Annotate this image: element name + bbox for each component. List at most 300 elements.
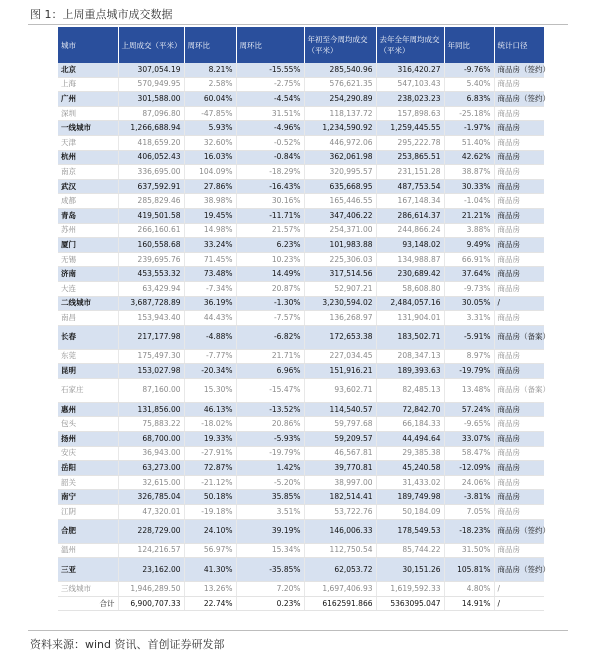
cell-yoy: 5.40% [444, 77, 494, 92]
table-row [58, 325, 544, 349]
cell-last-week: 153,943.40 [118, 311, 184, 326]
table-row [58, 77, 544, 92]
cell-wow: 38.98% [184, 194, 236, 209]
cell-scope: 商品房（签约） [494, 558, 544, 582]
cell-last-week: 239,695.76 [118, 252, 184, 267]
cell-ytd-avg: 3,230,594.02 [304, 296, 376, 311]
cell-scope: 商品房 [494, 252, 544, 267]
cell-city: 扬州 [58, 432, 118, 447]
cell-last-year-avg: 244,866.24 [376, 223, 444, 238]
cell-last-year-avg: 253,865.51 [376, 150, 444, 165]
cell-wow-2: -1.30% [236, 296, 304, 311]
cell-yoy: 58.47% [444, 446, 494, 461]
cell-city: 江阴 [58, 505, 118, 520]
cell-scope: 商品房 [494, 490, 544, 505]
cell-yoy: 8.97% [444, 349, 494, 364]
cell-last-year-avg: 286,614.37 [376, 208, 444, 223]
cell-last-year-avg: 189,393.63 [376, 364, 444, 379]
cell-scope: 商品房 [494, 505, 544, 520]
cell-city: 包头 [58, 417, 118, 432]
cell-wow: 50.18% [184, 490, 236, 505]
cell-city: 昆明 [58, 364, 118, 379]
cell-last-year-avg: 183,502.71 [376, 325, 444, 349]
table-row [58, 446, 544, 461]
cell-scope: 商品房（签约） [494, 63, 544, 77]
cell-wow: -7.34% [184, 281, 236, 296]
cell-ytd-avg: 114,540.57 [304, 402, 376, 417]
cell-last-week: 301,588.00 [118, 92, 184, 107]
cell-scope: 商品房 [494, 364, 544, 379]
cell-wow: 14.98% [184, 223, 236, 238]
cell-city: 长春 [58, 325, 118, 349]
cell-yoy: 3.88% [444, 223, 494, 238]
cell-wow: 22.74% [184, 596, 236, 611]
cell-yoy: 38.87% [444, 165, 494, 180]
cell-yoy: 21.21% [444, 208, 494, 223]
table-row [58, 543, 544, 558]
cell-scope: 商品房 [494, 106, 544, 121]
cell-yoy: -19.79% [444, 364, 494, 379]
cell-scope: / [494, 582, 544, 597]
cell-city: 厦门 [58, 238, 118, 253]
header-row [58, 27, 544, 63]
cell-wow: -7.77% [184, 349, 236, 364]
cell-wow: -18.02% [184, 417, 236, 432]
cell-city: 苏州 [58, 223, 118, 238]
table-row [58, 106, 544, 121]
cell-city: 武汉 [58, 179, 118, 194]
cell-yoy: 57.24% [444, 402, 494, 417]
table-row [58, 267, 544, 282]
cell-last-year-avg: 2,484,057.16 [376, 296, 444, 311]
table-row [58, 165, 544, 180]
table-row [58, 223, 544, 238]
cell-wow: 8.21% [184, 63, 236, 77]
cell-city: 成都 [58, 194, 118, 209]
col-header-ytd-avg: 年初至今周均成交（平米） [304, 27, 376, 63]
cell-ytd-avg: 39,770.81 [304, 461, 376, 476]
cell-yoy: -9.76% [444, 63, 494, 77]
cell-wow-2: 30.16% [236, 194, 304, 209]
cell-wow-2: -4.96% [236, 121, 304, 136]
cell-scope: 商品房（备案） [494, 325, 544, 349]
table-body [58, 63, 550, 611]
cell-yoy: -9.73% [444, 281, 494, 296]
cell-yoy: 105.81% [444, 558, 494, 582]
cell-wow-2: 14.49% [236, 267, 304, 282]
cell-last-week: 36,943.00 [118, 446, 184, 461]
table-row [58, 519, 544, 543]
cell-last-year-avg: 295,222.78 [376, 135, 444, 150]
cell-last-week: 63,429.94 [118, 281, 184, 296]
cell-city: 南宁 [58, 490, 118, 505]
cell-ytd-avg: 254,371.00 [304, 223, 376, 238]
col-header-wow: 周环比 [184, 27, 236, 63]
cell-scope: 商品房 [494, 135, 544, 150]
cell-last-week: 6,900,707.33 [118, 596, 184, 611]
cell-scope: 商品房（签约） [494, 92, 544, 107]
cell-wow: 44.43% [184, 311, 236, 326]
cell-wow-2: 3.51% [236, 505, 304, 520]
cell-yoy: -9.65% [444, 417, 494, 432]
cell-last-year-avg: 31,433.02 [376, 475, 444, 490]
cell-scope: 商品房 [494, 208, 544, 223]
cell-ytd-avg: 1,234,590.92 [304, 121, 376, 136]
table-row [58, 135, 544, 150]
cell-last-year-avg: 29,385.38 [376, 446, 444, 461]
cell-last-week: 453,553.32 [118, 267, 184, 282]
cell-last-week: 637,592.91 [118, 179, 184, 194]
table-row [58, 63, 544, 77]
cell-wow: 56.97% [184, 543, 236, 558]
cell-ytd-avg: 52,907.21 [304, 281, 376, 296]
table-row [58, 505, 544, 520]
cell-scope: 商品房 [494, 432, 544, 447]
cell-yoy: 14.91% [444, 596, 494, 611]
table-row [58, 596, 544, 611]
cell-last-week: 228,729.00 [118, 519, 184, 543]
cell-ytd-avg: 101,983.88 [304, 238, 376, 253]
cell-last-year-avg: 72,842.70 [376, 402, 444, 417]
cell-wow-2: -0.52% [236, 135, 304, 150]
cell-scope: 商品房 [494, 402, 544, 417]
cell-last-year-avg: 5363095.047 [376, 596, 444, 611]
cell-scope: / [494, 596, 544, 611]
cell-wow-2: -15.55% [236, 63, 304, 77]
cell-scope: 商品房 [494, 267, 544, 282]
cell-wow: 73.48% [184, 267, 236, 282]
cell-wow: 36.19% [184, 296, 236, 311]
cell-last-week: 68,700.00 [118, 432, 184, 447]
top-divider [28, 24, 568, 25]
cell-wow-2: 15.34% [236, 543, 304, 558]
cell-yoy: -12.09% [444, 461, 494, 476]
cell-city: 东莞 [58, 349, 118, 364]
table-row [58, 364, 544, 379]
cell-city: 合计 [58, 596, 118, 611]
cell-last-week: 266,160.61 [118, 223, 184, 238]
col-header-last-year-avg: 去年全年周均成交（平米） [376, 27, 444, 63]
cell-city: 韶关 [58, 475, 118, 490]
cell-last-week: 47,320.01 [118, 505, 184, 520]
cell-last-year-avg: 189,749.98 [376, 490, 444, 505]
table-row [58, 311, 544, 326]
cell-wow-2: -2.75% [236, 77, 304, 92]
cell-city: 一线城市 [58, 121, 118, 136]
cell-city: 石家庄 [58, 378, 118, 402]
cell-last-year-avg: 316,420.27 [376, 63, 444, 77]
table-row [58, 349, 544, 364]
cell-wow: -21.12% [184, 475, 236, 490]
cell-wow: 41.30% [184, 558, 236, 582]
table-row [58, 417, 544, 432]
cell-city: 杭州 [58, 150, 118, 165]
cell-ytd-avg: 172,653.38 [304, 325, 376, 349]
cell-yoy: 51.40% [444, 135, 494, 150]
cell-last-year-avg: 30,151.26 [376, 558, 444, 582]
cell-wow-2: 21.71% [236, 349, 304, 364]
cell-scope: 商品房 [494, 223, 544, 238]
cell-wow-2: -13.52% [236, 402, 304, 417]
cell-scope: 商品房 [494, 165, 544, 180]
cell-last-week: 63,273.00 [118, 461, 184, 476]
cell-wow: 5.93% [184, 121, 236, 136]
cell-wow: -27.91% [184, 446, 236, 461]
cell-last-year-avg: 85,744.22 [376, 543, 444, 558]
table-row [58, 378, 544, 402]
cell-city: 二线城市 [58, 296, 118, 311]
cell-wow: 71.45% [184, 252, 236, 267]
cell-wow-2: 39.19% [236, 519, 304, 543]
source-note: 资料来源：wind 资讯、首创证券研发部 [30, 638, 225, 651]
col-header-yoy: 年同比 [444, 27, 494, 63]
cell-last-week: 570,949.95 [118, 77, 184, 92]
cell-scope: 商品房 [494, 281, 544, 296]
cell-wow-2: 6.23% [236, 238, 304, 253]
cell-last-year-avg: 93,148.02 [376, 238, 444, 253]
cell-wow: 19.45% [184, 208, 236, 223]
cell-scope: 商品房 [494, 417, 544, 432]
cell-last-year-avg: 44,494.64 [376, 432, 444, 447]
cell-wow-2: -6.82% [236, 325, 304, 349]
cell-scope: 商品房 [494, 446, 544, 461]
cell-ytd-avg: 146,006.33 [304, 519, 376, 543]
cell-wow-2: -5.93% [236, 432, 304, 447]
cell-ytd-avg: 362,061.98 [304, 150, 376, 165]
cell-scope: 商品房 [494, 461, 544, 476]
cell-wow: 32.60% [184, 135, 236, 150]
cell-wow-2: -18.29% [236, 165, 304, 180]
cell-last-week: 3,687,728.89 [118, 296, 184, 311]
table-row [58, 121, 544, 136]
cell-last-week: 217,177.98 [118, 325, 184, 349]
cell-scope: 商品房 [494, 543, 544, 558]
cell-city: 上海 [58, 77, 118, 92]
table-row [58, 475, 544, 490]
cell-wow-2: -5.20% [236, 475, 304, 490]
cell-last-week: 160,558.68 [118, 238, 184, 253]
cell-wow: 2.58% [184, 77, 236, 92]
cell-wow: 104.09% [184, 165, 236, 180]
cell-ytd-avg: 285,540.96 [304, 63, 376, 77]
cell-wow-2: 1.42% [236, 461, 304, 476]
cell-yoy: 42.62% [444, 150, 494, 165]
cell-yoy: 24.06% [444, 475, 494, 490]
cell-ytd-avg: 182,514.41 [304, 490, 376, 505]
cell-wow: -47.85% [184, 106, 236, 121]
cell-last-year-avg: 167,148.34 [376, 194, 444, 209]
cell-ytd-avg: 46,567.81 [304, 446, 376, 461]
table-row [58, 490, 544, 505]
cell-city: 深圳 [58, 106, 118, 121]
table-row [58, 281, 544, 296]
cell-last-year-avg: 178,549.53 [376, 519, 444, 543]
cell-ytd-avg: 62,053.72 [304, 558, 376, 582]
cell-wow-2: -19.79% [236, 446, 304, 461]
cell-yoy: 13.48% [444, 378, 494, 402]
cell-last-week: 285,829.46 [118, 194, 184, 209]
table-row [58, 252, 544, 267]
cell-scope: 商品房 [494, 150, 544, 165]
table-row [58, 582, 544, 597]
cell-scope: 商品房 [494, 349, 544, 364]
cell-last-week: 406,052.43 [118, 150, 184, 165]
cell-ytd-avg: 317,514.56 [304, 267, 376, 282]
cell-wow-2: 20.86% [236, 417, 304, 432]
cell-scope: / [494, 296, 544, 311]
cell-last-year-avg: 1,259,445.55 [376, 121, 444, 136]
cell-yoy: 4.80% [444, 582, 494, 597]
cell-last-week: 418,659.20 [118, 135, 184, 150]
cell-scope: 商品房（备案） [494, 378, 544, 402]
cell-last-week: 23,162.00 [118, 558, 184, 582]
table-row [58, 461, 544, 476]
cell-yoy: 37.64% [444, 267, 494, 282]
cell-last-week: 153,027.98 [118, 364, 184, 379]
cell-yoy: -3.81% [444, 490, 494, 505]
cell-wow: 27.86% [184, 179, 236, 194]
cell-yoy: 30.05% [444, 296, 494, 311]
cell-wow-2: 7.20% [236, 582, 304, 597]
table-row [58, 432, 544, 447]
cell-scope: 商品房 [494, 179, 544, 194]
cell-yoy: 33.07% [444, 432, 494, 447]
cell-last-year-avg: 58,608.80 [376, 281, 444, 296]
cell-scope: 商品房 [494, 194, 544, 209]
city-transaction-table [58, 27, 550, 611]
cell-wow-2: 20.87% [236, 281, 304, 296]
cell-scope: 商品房 [494, 121, 544, 136]
table-row [58, 208, 544, 223]
cell-wow-2: 0.23% [236, 596, 304, 611]
cell-wow-2: 10.23% [236, 252, 304, 267]
cell-last-week: 307,054.19 [118, 63, 184, 77]
cell-ytd-avg: 6162591.866 [304, 596, 376, 611]
cell-last-year-avg: 157,898.63 [376, 106, 444, 121]
cell-last-year-avg: 131,904.01 [376, 311, 444, 326]
cell-last-week: 326,785.04 [118, 490, 184, 505]
cell-scope: 商品房（签约） [494, 519, 544, 543]
cell-wow: 19.33% [184, 432, 236, 447]
cell-wow: 33.24% [184, 238, 236, 253]
cell-wow-2: 31.51% [236, 106, 304, 121]
cell-city: 天津 [58, 135, 118, 150]
cell-yoy: -25.18% [444, 106, 494, 121]
cell-wow: -19.18% [184, 505, 236, 520]
cell-scope: 商品房 [494, 238, 544, 253]
table-row [58, 558, 544, 582]
cell-city: 无锡 [58, 252, 118, 267]
table-row [58, 402, 544, 417]
cell-wow: -4.88% [184, 325, 236, 349]
cell-wow-2: -7.57% [236, 311, 304, 326]
cell-ytd-avg: 38,997.00 [304, 475, 376, 490]
cell-wow: 60.04% [184, 92, 236, 107]
figure-caption: 图 1：上周重点城市成交数据 [30, 8, 173, 21]
cell-last-year-avg: 1,619,592.33 [376, 582, 444, 597]
cell-yoy: 30.33% [444, 179, 494, 194]
cell-ytd-avg: 136,268.97 [304, 311, 376, 326]
cell-wow-2: -15.47% [236, 378, 304, 402]
cell-last-year-avg: 547,103.43 [376, 77, 444, 92]
cell-ytd-avg: 635,668.95 [304, 179, 376, 194]
cell-wow-2: -4.54% [236, 92, 304, 107]
cell-last-week: 419,501.58 [118, 208, 184, 223]
cell-ytd-avg: 53,722.76 [304, 505, 376, 520]
bottom-divider [28, 630, 568, 631]
cell-last-year-avg: 238,023.23 [376, 92, 444, 107]
table-row [58, 238, 544, 253]
cell-yoy: -5.91% [444, 325, 494, 349]
table-row [58, 150, 544, 165]
table-row [58, 194, 544, 209]
cell-city: 广州 [58, 92, 118, 107]
cell-yoy: 3.31% [444, 311, 494, 326]
cell-last-year-avg: 231,151.28 [376, 165, 444, 180]
cell-city: 岳阳 [58, 461, 118, 476]
cell-yoy: -1.97% [444, 121, 494, 136]
cell-wow-2: -11.71% [236, 208, 304, 223]
table-row [58, 179, 544, 194]
cell-ytd-avg: 227,034.45 [304, 349, 376, 364]
table-row [58, 92, 544, 107]
cell-yoy: -18.23% [444, 519, 494, 543]
cell-wow: 13.26% [184, 582, 236, 597]
cell-city: 济南 [58, 267, 118, 282]
col-header-city: 城市 [58, 27, 118, 63]
cell-last-week: 1,946,289.50 [118, 582, 184, 597]
cell-ytd-avg: 59,209.57 [304, 432, 376, 447]
cell-last-year-avg: 134,988.87 [376, 252, 444, 267]
cell-ytd-avg: 165,446.55 [304, 194, 376, 209]
cell-yoy: -1.04% [444, 194, 494, 209]
cell-ytd-avg: 118,137.72 [304, 106, 376, 121]
cell-last-week: 32,615.00 [118, 475, 184, 490]
cell-city: 合肥 [58, 519, 118, 543]
table-row [58, 296, 544, 311]
cell-wow: 15.30% [184, 378, 236, 402]
cell-last-week: 336,695.00 [118, 165, 184, 180]
col-header-scope: 统计口径 [494, 27, 544, 63]
cell-last-week: 175,497.30 [118, 349, 184, 364]
cell-city: 南昌 [58, 311, 118, 326]
cell-scope: 商品房 [494, 77, 544, 92]
cell-wow-2: -0.84% [236, 150, 304, 165]
cell-ytd-avg: 320,995.57 [304, 165, 376, 180]
cell-wow: -20.34% [184, 364, 236, 379]
cell-city: 青岛 [58, 208, 118, 223]
cell-last-week: 87,160.00 [118, 378, 184, 402]
cell-last-week: 124,216.57 [118, 543, 184, 558]
cell-wow-2: -16.43% [236, 179, 304, 194]
cell-yoy: 66.91% [444, 252, 494, 267]
cell-last-year-avg: 208,347.13 [376, 349, 444, 364]
cell-wow: 72.87% [184, 461, 236, 476]
cell-wow-2: 35.85% [236, 490, 304, 505]
cell-yoy: 31.50% [444, 543, 494, 558]
cell-ytd-avg: 151,916.21 [304, 364, 376, 379]
cell-city: 惠州 [58, 402, 118, 417]
cell-yoy: 9.49% [444, 238, 494, 253]
cell-yoy: 6.83% [444, 92, 494, 107]
cell-city: 大连 [58, 281, 118, 296]
cell-city: 三亚 [58, 558, 118, 582]
cell-city: 南京 [58, 165, 118, 180]
cell-ytd-avg: 225,306.03 [304, 252, 376, 267]
cell-last-year-avg: 230,689.42 [376, 267, 444, 282]
cell-last-week: 1,266,688.94 [118, 121, 184, 136]
cell-last-week: 131,856.00 [118, 402, 184, 417]
